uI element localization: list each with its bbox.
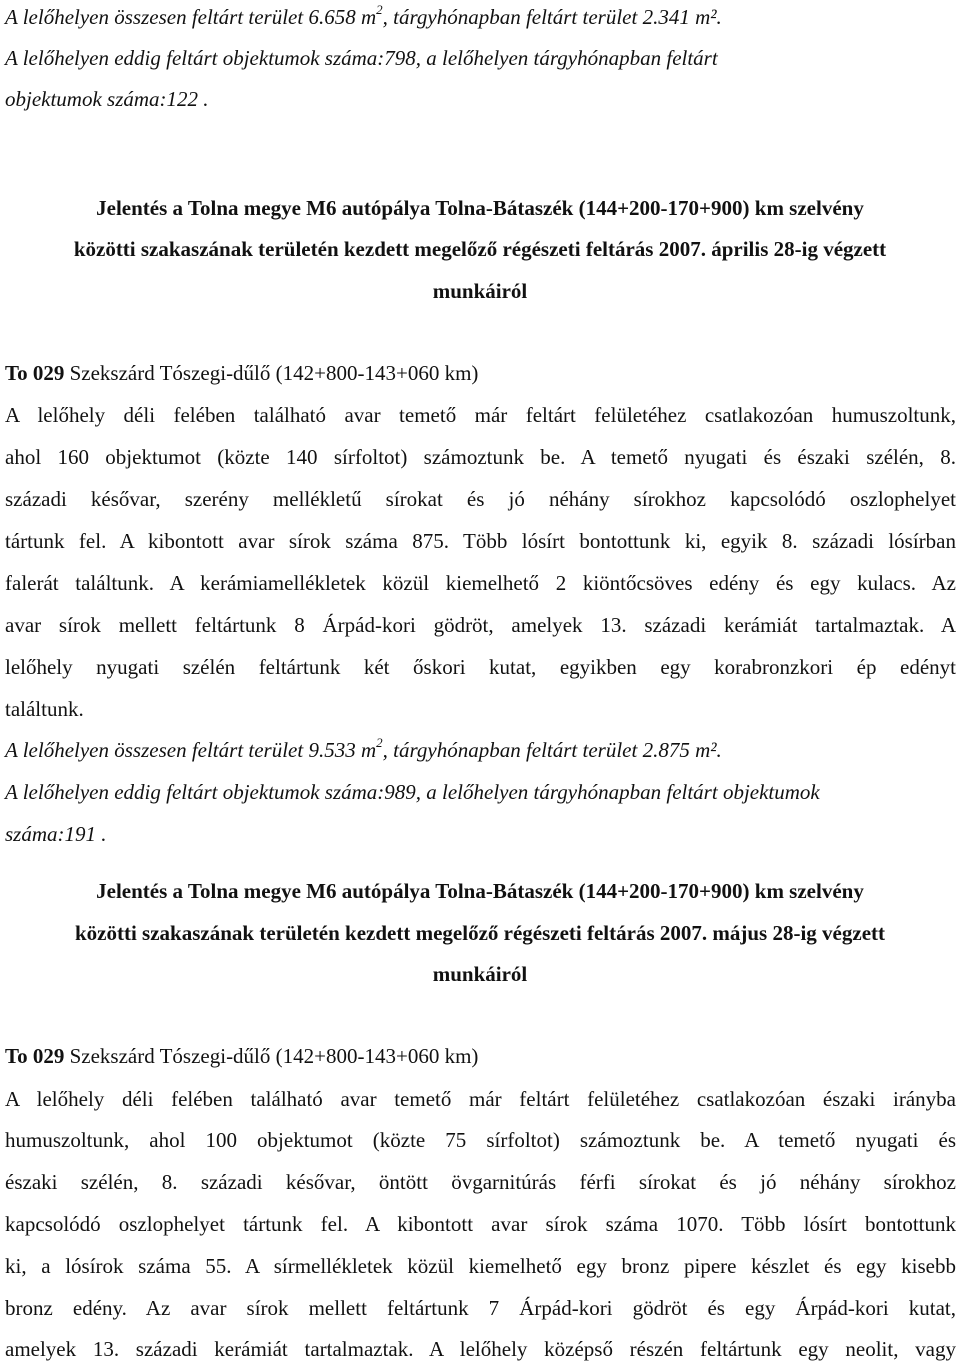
report-heading-line-2: [0, 920, 960, 946]
report-heading-line: Jelentés a Tolna megye M6 autópálya Tolna-Bátaszék (144+200-170+900) km szelvény: [96, 196, 864, 220]
paragraph-line: századi késővar, szerény mellékletű sírokat és jó néhány sírokhoz kapcsolódó oszlophelyet: [5, 487, 956, 511]
summary-objects-line-2: száma:191 .: [5, 822, 107, 846]
site-title: [5, 1043, 478, 1069]
report-heading-line-2: [0, 236, 960, 262]
site-name: Szekszárd Tószegi-dűlő (142+800-143+060 km): [64, 1044, 479, 1068]
summary-area-text-2: , tárgyhónapban feltárt terület 2.341 m².: [382, 5, 722, 29]
site-code: To 029: [5, 361, 65, 385]
report-heading-date: május 28-ig végzett: [712, 921, 886, 945]
paragraph-line: bronz edény. Az avar sírok mellett feltártunk 7 Árpád-kori gödröt és egy Árpád-kori kutat,: [5, 1296, 956, 1320]
paragraph-line: ki, a lósírok száma 55. A sírmellékletek közül kiemelhető egy bronz pipere készlet és egy kisebb: [5, 1254, 956, 1278]
paragraph-line: kapcsolódó oszlophelyet tártunk fel. A kibontott avar sírok száma 1070. Több lósírt bontottunk: [5, 1212, 956, 1236]
superscript: 2: [376, 2, 383, 17]
summary-area-text-2: , tárgyhónapban feltárt terület 2.875 m².: [382, 738, 722, 762]
summary-area-text: A lelőhelyen összesen feltárt terület 6.658 m: [5, 5, 377, 29]
summary-area-line: [5, 737, 722, 763]
report-heading-line: Jelentés a Tolna megye M6 autópálya Tolna-Bátaszék (144+200-170+900) km szelvény: [96, 879, 864, 903]
paragraph-line: A lelőhely déli felében található avar temető már feltárt felületéhez csatlakozóan északi irányba: [5, 1087, 956, 1111]
paragraph-line: avar sírok mellett feltártunk 8 Árpád-kori gödröt, amelyek 13. századi kerámiát tartalmaztak. A: [5, 613, 956, 637]
paragraph-line: A lelőhely déli felében található avar temető már feltárt felületéhez csatlakozóan humuszoltunk,: [5, 403, 956, 427]
paragraph-line: lelőhely nyugati szélén feltártunk két őskori kutat, egyikben egy korabronzkori ép edényt: [5, 655, 956, 679]
paragraph-line: falerát találtunk. A kerámiamellékletek közül kiemelhető 2 kiöntőcsöves edény és egy kulacs. Az: [5, 571, 956, 595]
paragraph-line: tártunk fel. A kibontott avar sírok száma 875. Több lósírt bontottunk ki, egyik 8. századi lósírban: [5, 529, 956, 553]
paragraph-line: amelyek 13. századi kerámiát tartalmaztak. A lelőhely középső részén feltártunk egy neolit, vagy: [5, 1337, 956, 1361]
site-title: [5, 360, 478, 386]
summary-area-text: A lelőhelyen összesen feltárt terület 9.533 m: [5, 738, 377, 762]
summary-objects-line: A lelőhelyen eddig feltárt objektumok száma:798, a lelőhelyen tárgyhónapban feltárt: [5, 46, 718, 70]
paragraph-line: humuszoltunk, ahol 100 objektumot (közte 75 sírfoltot) számoztunk be. A temető nyugati és: [5, 1128, 956, 1152]
report-heading-text: közötti szakaszának területén kezdett megelőző régészeti feltárás 2007.: [73, 237, 712, 261]
paragraph-line: ahol 160 objektumot (közte 140 sírfoltot) számoztunk be. A temető nyugati és északi szélén, 8.: [5, 445, 956, 469]
paragraph-line-last: találtunk.: [5, 697, 84, 721]
site-name: Szekszárd Tószegi-dűlő (142+800-143+060 km): [64, 361, 479, 385]
report-heading-line-3: munkáiról: [432, 962, 528, 986]
report-heading-text: közötti szakaszának területén kezdett megelőző régészeti feltárás 2007.: [74, 921, 713, 945]
report-heading-date: április 28-ig végzett: [711, 237, 887, 261]
report-heading-line-3: munkáiról: [432, 279, 528, 303]
superscript: 2: [376, 735, 383, 750]
summary-objects-line: A lelőhelyen eddig feltárt objektumok száma:989, a lelőhelyen tárgyhónapban feltárt objektumok: [5, 780, 820, 804]
summary-objects-line-2: objektumok száma:122 .: [5, 87, 209, 111]
summary-area-line: [5, 4, 722, 30]
paragraph-line: északi szélén, 8. századi késővar, öntött övgarnitúrás férfi sírokat és jó néhány sírokhoz: [5, 1170, 956, 1194]
site-code: To 029: [5, 1044, 65, 1068]
